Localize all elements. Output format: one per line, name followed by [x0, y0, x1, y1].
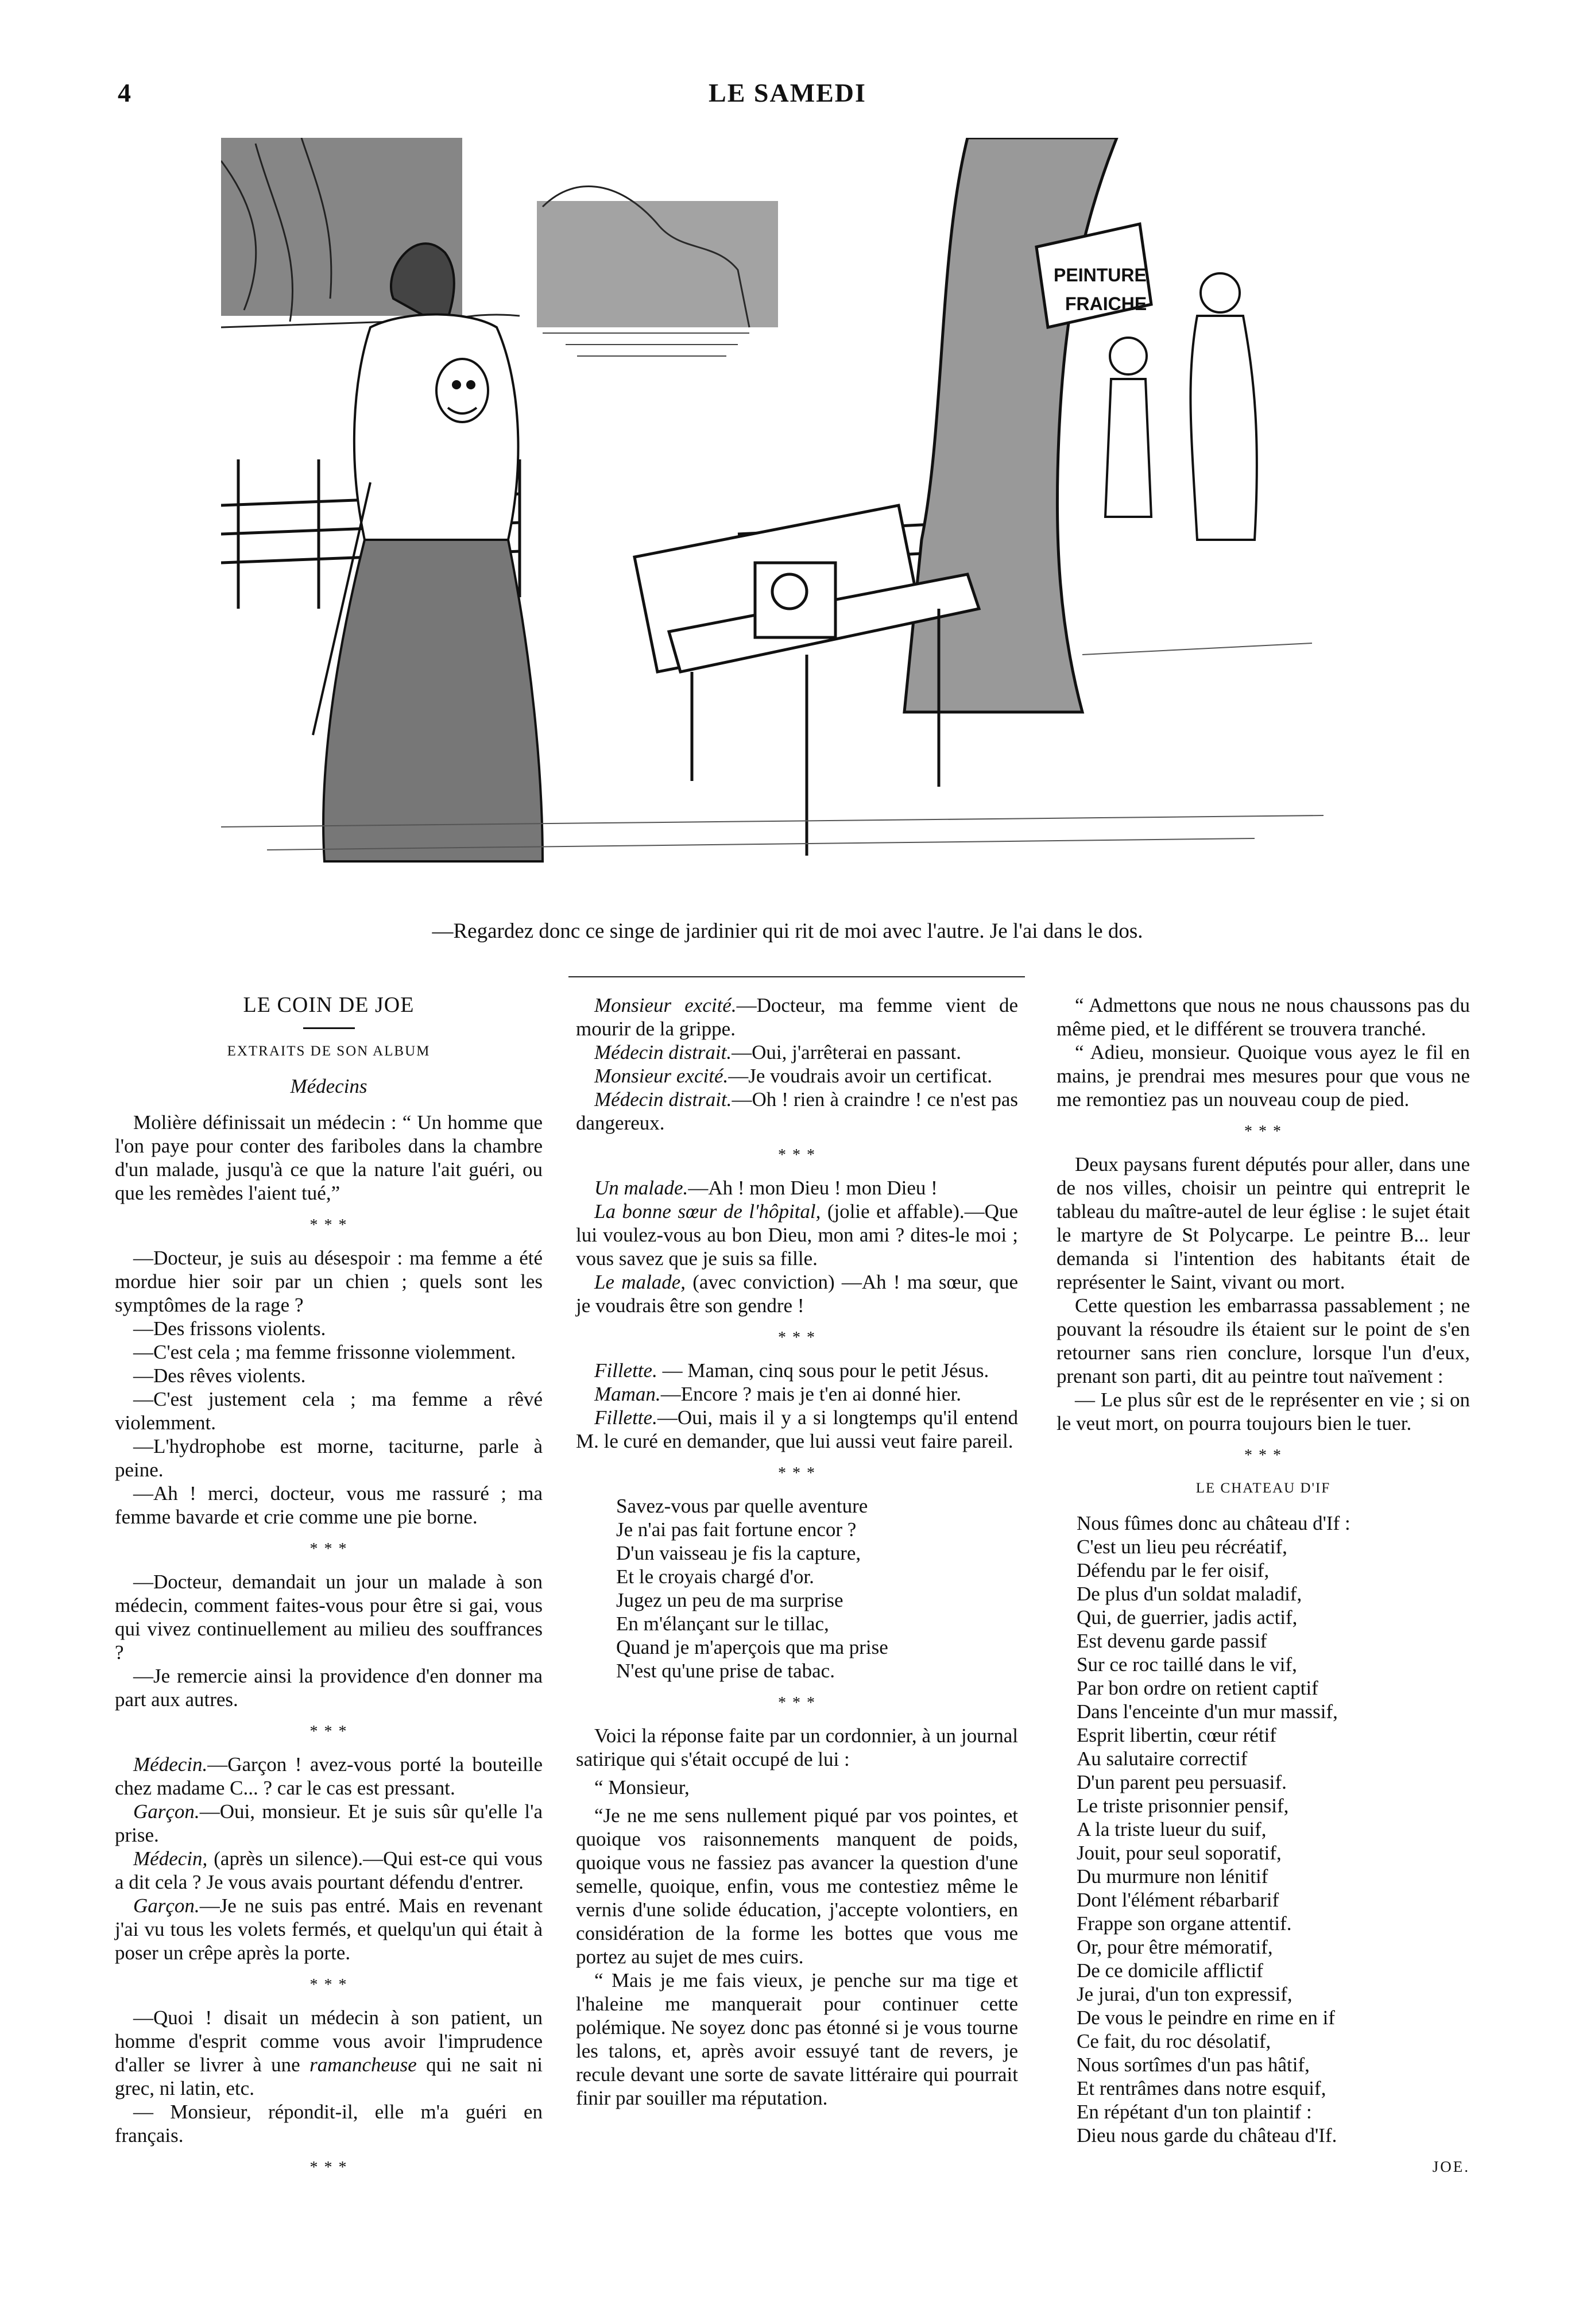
dialogue-line	[576, 1359, 1018, 1382]
poem-line: Esprit libertin, cœur rétif	[1077, 1724, 1276, 1746]
text: —Quoi ! disait un médecin à son patient, un homme d'esprit comme vous avoir l'imprudence d'aller se livrer à une	[115, 2006, 543, 2076]
line-text: —Oh ! rien à craindre ! ce n'est pas dangereux.	[576, 1088, 1018, 1134]
poem-tabac	[616, 1494, 1018, 1683]
paragraph: —L'hydrophobe est morne, taciturne, parle à peine.	[115, 1435, 543, 1481]
text: qui ne sait ni grec, ni latin, etc.	[115, 2054, 543, 2099]
asterism: * * *	[309, 1540, 348, 1558]
poem-line: Par bon ordre on retient captif	[1077, 1677, 1318, 1699]
asterism: * * *	[309, 1723, 348, 1741]
asterism: * * *	[778, 1146, 816, 1164]
dialogue-line	[115, 1847, 543, 1894]
paragraph: —C'est justement cela ; ma femme a rêvé violemment.	[115, 1388, 543, 1434]
paragraph: —Ah ! merci, docteur, vous me rassuré ; ma femme bavarde et crie comme une pie borne.	[115, 1482, 543, 1528]
line-text: —Oui, mais il y a si longtemps qu'il entend M. le curé en demander, que lui aussi veut faire pareil.	[576, 1406, 1018, 1452]
poem-line: Sur ce roc taillé dans le vif,	[1077, 1653, 1297, 1676]
poem-line: Dieu nous garde du château d'If.	[1077, 2124, 1337, 2147]
poem-line: Je jurai, d'un ton expressif,	[1077, 1983, 1292, 2005]
line-text: (après un silence).—Qui est-ce qui vous a dit cela ? Je vous avais pourtant défendu d'entrer.	[115, 1847, 543, 1893]
author-signature: JOE.	[1432, 2158, 1470, 2175]
speaker: Fillette.	[594, 1359, 657, 1382]
line-text: —Je voudrais avoir un certificat.	[728, 1065, 992, 1087]
poem-line: Et rentrâmes dans notre esquif,	[1077, 2077, 1326, 2099]
poem-line: C'est un lieu peu récréatif,	[1077, 1536, 1287, 1558]
italic-word: ramancheuse	[309, 2054, 417, 2076]
line-text: —Garçon ! avez-vous porté la bouteille chez madame C... ? car le cas est pressant.	[115, 1753, 543, 1799]
speaker: La bonne sœur de l'hôpital,	[594, 1200, 821, 1223]
poem-line: Qui, de guerrier, jadis actif,	[1077, 1606, 1298, 1629]
line-text: (jolie et affable).—Que lui voulez-vous au bon Dieu, mon ami ? dites-le moi ; vous savez que je suis sa fille.	[576, 1200, 1018, 1270]
dialogue-line	[115, 1894, 543, 1965]
poem-line: En m'élançant sur le tillac,	[616, 1613, 829, 1635]
speaker: Médecin distrait.	[594, 1088, 732, 1111]
column-2	[576, 993, 1018, 2110]
subheading-medecins: Médecins	[290, 1075, 367, 1097]
poem-line: Dans l'enceinte d'un mur massif,	[1077, 1700, 1338, 1723]
poem-line: Frappe son organe attentif.	[1077, 1912, 1292, 1935]
section-title: LE COIN DE JOE	[243, 993, 415, 1017]
asterism: * * *	[778, 1694, 816, 1712]
asterism: * * *	[309, 1976, 348, 1994]
poem-line: Le triste prisonnier pensif,	[1077, 1795, 1289, 1817]
speaker: Monsieur excité.	[594, 1065, 729, 1087]
poem-line: Et le croyais chargé d'or.	[616, 1565, 814, 1588]
poem-line: En répétant d'un ton plaintif :	[1077, 2101, 1312, 2123]
poem-line: Nous sortîmes d'un pas hâtif,	[1077, 2054, 1310, 2076]
line-text: —Je ne suis pas entré. Mais en revenant j'ai vu tous les volets fermés, et quelqu'un qui était à poser un crêpe après la porte.	[115, 1894, 543, 1964]
paragraph: — Le plus sûr est de le représenter en vie ; si on le veut mort, on pourra toujours bien le tuer.	[1057, 1389, 1470, 1434]
dialogue-line	[576, 1406, 1018, 1453]
paragraph: “ Adieu, monsieur. Quoique vous ayez le fil en mains, je prendrai mes mesures pour que vous ne me remontiez pas un nouveau coup de pied.	[1057, 1041, 1470, 1111]
poem-line: Nous fûmes donc au château d'If :	[1077, 1512, 1350, 1534]
dialogue-line	[576, 1041, 1018, 1064]
paragraph: —Docteur, je suis au désespoir : ma femme a été mordue hier soir par un chien ; quels sont les symptômes de la rage ?	[115, 1247, 543, 1316]
page-number: 4	[118, 78, 131, 107]
sign-text-line2: FRAICHE	[1065, 293, 1147, 314]
column-3	[1057, 993, 1470, 2179]
asterism: * * *	[778, 1329, 816, 1347]
poem-line: Savez-vous par quelle aventure	[616, 1495, 868, 1517]
poem-line: Dont l'élément rébarbarif	[1077, 1889, 1279, 1911]
column-1	[115, 993, 543, 2188]
paragraph: — Monsieur, répondit-il, elle m'a guéri en français.	[115, 2101, 543, 2147]
poem-line: Or, pour être mémoratif,	[1077, 1936, 1273, 1958]
speaker: Monsieur excité.	[594, 994, 737, 1016]
paragraph: Cette question les embarrassa passablement ; ne pouvant la résoudre ils étaient sur le point de s'en retourner sans rien conclure, lorsque l'un d'eux, prenant son parti, dit au peintre tout naïvement :	[1057, 1294, 1470, 1387]
poem-title: LE CHATEAU D'IF	[1195, 1480, 1331, 1496]
poem-line: Du murmure non lénitif	[1077, 1865, 1268, 1888]
section-subtitle: EXTRAITS DE SON ALBUM	[227, 1043, 431, 1059]
line-text: —Ah ! mon Dieu ! mon Dieu !	[688, 1177, 938, 1199]
poem-line: A la triste lueur du suif,	[1077, 1818, 1267, 1840]
poem-line: Au salutaire correctif	[1077, 1747, 1248, 1770]
paragraph: Molière définissait un médecin : “ Un homme que l'on paye pour conter des fariboles dans la chambre d'un malade, jusqu'à ce que la nature l'ait guéri, ou que les remèdes l'aient tué,”	[115, 1111, 543, 1204]
poem-chateau-dif	[1077, 1511, 1470, 2147]
paragraph: —Je remercie ainsi la providence d'en donner ma part aux autres.	[115, 1665, 543, 1711]
newspaper-title: LE SAMEDI	[709, 78, 866, 107]
dialogue-line	[576, 1382, 1018, 1406]
poem-line: D'un vaisseau je fis la capture,	[616, 1542, 861, 1564]
paragraph: —Des frissons violents.	[133, 1317, 326, 1340]
paragraph: Deux paysans furent députés pour aller, dans une de nos villes, choisir un peintre qui entreprit le tableau du maître-autel de leur église : le sujet était le martyre de St Polycarpe. Le peintre B... leur demanda si l'intention des habitants était de représenter le Saint, vivant ou mort.	[1057, 1153, 1470, 1293]
paragraph: —Docteur, demandait un jour un malade à son médecin, comment faites-vous pour être si gai, vous qui vivez continuellement au milieu des souffrances ?	[115, 1571, 543, 1664]
dialogue-line	[576, 1270, 1018, 1317]
dialogue-line	[576, 993, 1018, 1041]
speaker: Maman.	[594, 1383, 661, 1405]
poem-line: Jugez un peu de ma surprise	[616, 1589, 843, 1611]
speaker: Médecin distrait.	[594, 1041, 732, 1064]
paragraph: “ Mais je me fais vieux, je penche sur ma tige et l'haleine me manquerait pour continuer cette polémique. Ne soyez donc pas étonné si je vous tourne les talons, et, après avoir essuyé tant de revers, je recule devant une sorte de savate littéraire qui pourrait finir par souiller ma réputation.	[576, 1969, 1018, 2109]
poem-line: De ce domicile afflictif	[1077, 1959, 1263, 1982]
poem-line: De vous le peindre en rime en if	[1077, 2006, 1335, 2029]
paragraph: “Je ne me sens nullement piqué par vos pointes, et quoique vos raisonnements manquent de poids, quoique vous ne fassiez pas avancer la question d'une semelle, quoique, enfin, vous me contestiez même le vernis d'une solide éducation, j'accepte volontiers, en considération de la forme les bottes que vous me portez au sujet de mes cuirs.	[576, 1804, 1018, 1968]
dialogue-line	[576, 1088, 1018, 1135]
asterism: * * *	[778, 1464, 816, 1482]
paragraph	[115, 2006, 543, 2100]
illustration-caption: —Regardez donc ce singe de jardinier qui rit de moi avec l'autre. Je l'ai dans le dos.	[432, 919, 1143, 943]
speaker: Un malade.	[594, 1177, 688, 1199]
line-text: —Encore ? mais je t'en ai donné hier.	[660, 1383, 962, 1405]
line-text: —Oui, j'arrêterai en passant.	[732, 1041, 962, 1064]
line-text: (avec conviction) —Ah ! ma sœur, que je voudrais être son gendre !	[576, 1271, 1018, 1317]
paragraph: —C'est cela ; ma femme frissonne violemment.	[133, 1341, 516, 1363]
dialogue-line	[115, 1753, 543, 1800]
speaker: Garçon.	[133, 1800, 200, 1823]
poem-line: Quand je m'aperçois que ma prise	[616, 1636, 888, 1658]
asterism: * * *	[309, 1216, 348, 1234]
asterism: * * *	[1244, 1123, 1282, 1140]
poem-line: N'est qu'une prise de tabac.	[616, 1660, 835, 1682]
sign-text-line1: PEINTURE	[1054, 265, 1147, 285]
asterism: * * *	[309, 2159, 348, 2176]
poem-line: Jouit, pour seul soporatif,	[1077, 1842, 1282, 1864]
speaker: Médecin,	[133, 1847, 208, 1870]
dialogue-line	[115, 1800, 543, 1847]
paragraph: —Des rêves violents.	[133, 1364, 306, 1387]
column-top-rule	[568, 976, 1025, 977]
paragraph: Voici la réponse faite par un cordonnier, à un journal satirique qui s'était occupé de lui :	[576, 1724, 1018, 1770]
dialogue-line	[576, 1064, 1018, 1088]
poem-line: Défendu par le fer oisif,	[1077, 1559, 1270, 1581]
poem-line: Est devenu garde passif	[1077, 1630, 1267, 1652]
speaker: Médecin.	[133, 1753, 208, 1776]
speaker: Fillette.	[594, 1406, 657, 1429]
poem-line: De plus d'un soldat maladif,	[1077, 1583, 1302, 1605]
poem-line: Je n'ai pas fait fortune encor ?	[616, 1518, 857, 1541]
asterism: * * *	[1244, 1447, 1282, 1464]
paragraph: “ Admettons que nous ne nous chaussons pas du même pied, et le différent se trouvera tranché.	[1057, 994, 1470, 1040]
line-text: —Oui, monsieur. Et je suis sûr qu'elle l'a prise.	[115, 1800, 543, 1846]
divider	[303, 1027, 355, 1029]
dialogue-line	[576, 1176, 1018, 1200]
line-text: — Maman, cinq sous pour le petit Jésus.	[657, 1359, 989, 1382]
engraving-illustration	[221, 138, 1324, 879]
line-text: —Docteur, ma femme vient de mourir de la grippe.	[576, 994, 1018, 1040]
poem-line: Ce fait, du roc désolatif,	[1077, 2030, 1271, 2052]
poem-line: D'un parent peu persuasif.	[1077, 1771, 1287, 1793]
speaker: Le malade,	[594, 1271, 686, 1293]
dialogue-line	[576, 1200, 1018, 1270]
speaker: Garçon.	[133, 1894, 200, 1917]
salutation: “ Monsieur,	[594, 1776, 690, 1799]
